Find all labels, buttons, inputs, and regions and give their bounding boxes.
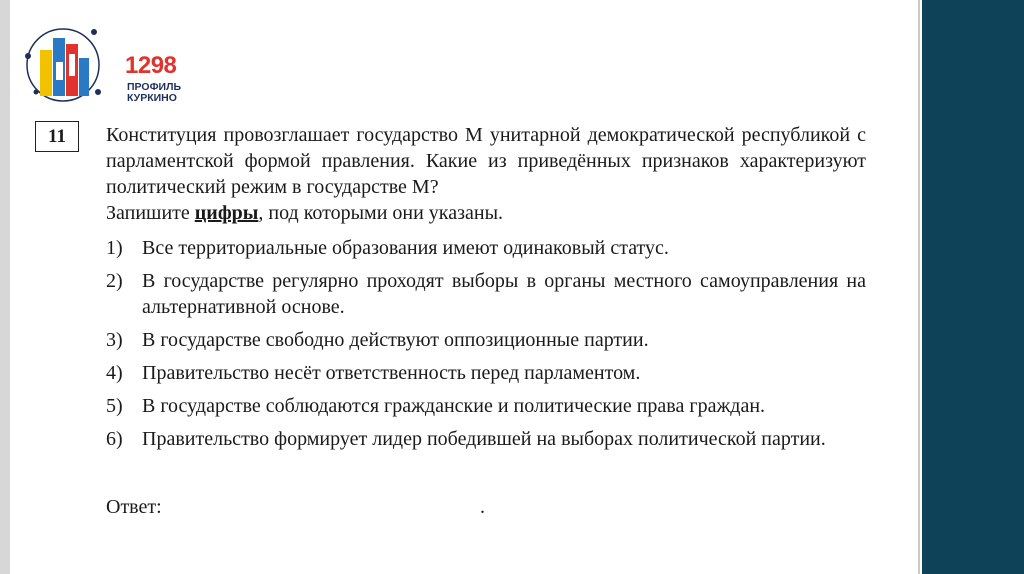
list-item	[106, 360, 866, 386]
option-number: 4)	[106, 362, 123, 384]
option-text: В государстве свободно действуют оппозиционные партии.	[142, 329, 649, 351]
list-item	[106, 426, 866, 452]
option-number: 5)	[106, 395, 123, 417]
task-question: Конституция провозглашает государство М унитарной демократической республикой с парламентской формой правления. Какие из приведённых признаков характеризуют политический режим в государстве М?	[106, 124, 866, 198]
logo-number: 1298	[125, 52, 177, 79]
option-number: 3)	[106, 329, 123, 351]
task-number-box: 11	[35, 121, 79, 152]
answer-end-mark: .	[480, 496, 485, 518]
answer-label: Ответ:	[106, 496, 162, 518]
list-item	[106, 268, 866, 320]
logo-caption	[127, 82, 181, 104]
instruction-after: , под которыми они указаны.	[258, 202, 504, 224]
logo-caption-line2: КУРКИНО	[127, 92, 177, 104]
school-logo	[20, 18, 180, 108]
option-number: 1)	[106, 237, 123, 259]
option-number: 2)	[106, 270, 123, 292]
logo-emblem-icon	[20, 18, 120, 108]
task-instruction	[106, 200, 866, 226]
option-text: В государстве регулярно проходят выборы в органы местного самоуправления на альтернативной основе.	[142, 270, 866, 318]
options-list	[106, 235, 866, 452]
instruction-keyword: цифры	[194, 202, 259, 224]
option-text: В государстве соблюдаются гражданские и политические права граждан.	[142, 395, 766, 417]
left-edge-strip	[0, 0, 10, 574]
task-body	[106, 122, 866, 459]
option-text: Правительство формирует лидер победившей на выборах политической партии.	[142, 428, 826, 450]
option-text: Правительство несёт ответственность перед парламентом.	[142, 362, 641, 384]
logo-caption-line1: ПРОФИЛЬ	[127, 81, 182, 93]
list-item	[106, 327, 866, 353]
list-item	[106, 235, 866, 261]
option-number: 6)	[106, 428, 123, 450]
option-text: Все территориальные образования имеют одинаковый статус.	[142, 237, 669, 259]
right-divider-line	[918, 0, 920, 574]
instruction-before: Запишите	[106, 202, 195, 224]
list-item	[106, 393, 866, 419]
right-sidebar-panel	[922, 0, 1024, 574]
